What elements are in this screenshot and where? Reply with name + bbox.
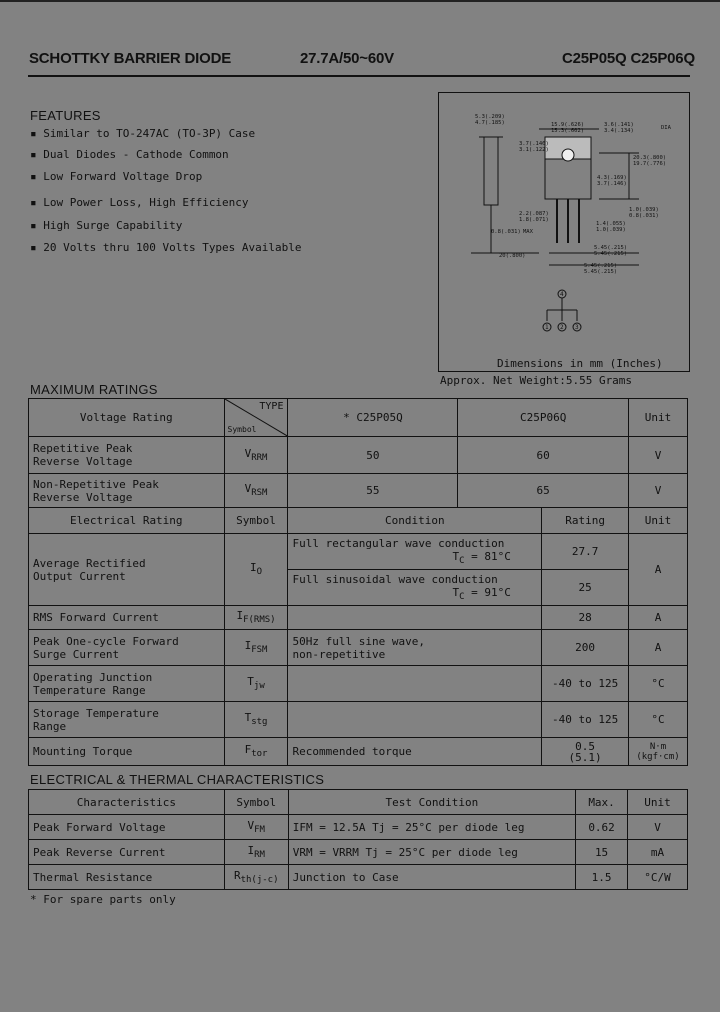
table-row: [29, 606, 688, 630]
condition-cell: VRM = VRRM Tj = 25°C per diode leg: [288, 840, 575, 865]
table-row: [29, 437, 688, 474]
type-label: TYPE: [259, 401, 284, 412]
unit-cell: V: [629, 474, 688, 508]
header-cell: Condition: [288, 508, 542, 534]
dim-label: 1.4(.055): [596, 221, 626, 227]
dim-label: 2.2(.087): [519, 211, 549, 217]
dim-label: 4.7(.185): [475, 120, 505, 126]
header-cell: Rating: [542, 508, 629, 534]
param-symbol: $I_{RM}$: [224, 840, 288, 865]
rating-cell: 0.5 (5.1): [542, 738, 629, 766]
table-row: [29, 840, 688, 865]
feature-item: ▪ High Surge Capability: [30, 219, 183, 232]
part-header: * C25P05Q: [288, 399, 458, 437]
part-header: C25P06Q: [458, 399, 629, 437]
dim-label: 3.1(.122): [519, 147, 549, 153]
header-cell: Voltage Rating: [29, 399, 225, 437]
dim-label: 4.3(.169): [597, 175, 627, 181]
unit-cell: V: [629, 437, 688, 474]
unit-cell: N·m (kgf·cm): [629, 738, 688, 766]
condition-cell: Full sinusoidal wave conduction $T_C = 91^\circ C$: [288, 570, 542, 606]
doc-rating: 27.7A/50~60V: [300, 50, 394, 67]
condition-cell: Recommended torque: [288, 738, 542, 766]
rating-cell: -40 to 125: [542, 666, 629, 702]
elec-thermal-heading: ELECTRICAL & THERMAL CHARACTERISTICS: [30, 772, 325, 787]
header-cell: Symbol: [224, 790, 288, 815]
rating-cell: 28: [542, 606, 629, 630]
dim-label: 3.7(.146): [519, 141, 549, 147]
table-row: [29, 702, 688, 738]
param-name: Peak One-cycle Forward Surge Current: [29, 630, 225, 666]
feature-item: ▪ 20 Volts thru 100 Volts Types Available: [30, 241, 302, 254]
dim-label: 20(.800): [499, 253, 526, 259]
header-cell: Characteristics: [29, 790, 225, 815]
doc-part-numbers: C25P05Q C25P06Q: [562, 50, 695, 67]
footnote: * For spare parts only: [30, 893, 176, 906]
param-symbol: $T_{stg}$: [224, 702, 288, 738]
side-view-body: [484, 137, 498, 205]
dim-label: 15.9(.626): [551, 122, 585, 128]
max-ratings-heading: MAXIMUM RATINGS: [30, 382, 158, 397]
header-rule: [28, 75, 690, 77]
net-weight: Approx. Net Weight:5.55 Grams: [440, 374, 633, 387]
package-outline-box: [438, 92, 690, 372]
param-name: Storage Temperature Range: [29, 702, 225, 738]
type-symbol-cell: [224, 399, 288, 437]
unit-cell: °C: [629, 666, 688, 702]
condition-cell: Junction to Case: [288, 865, 575, 890]
max-cell: 15: [576, 840, 628, 865]
condition-cell: IFM = 12.5A Tj = 25°C per diode leg: [288, 815, 575, 840]
unit-cell: °C/W: [628, 865, 688, 890]
symbol-label: Symbol: [227, 425, 257, 434]
value-cell: 50: [288, 437, 458, 474]
param-name: Non-Repetitive Peak Reverse Voltage: [29, 474, 225, 508]
pin-label: 1: [545, 324, 549, 331]
param-name: Repetitive Peak Reverse Voltage: [29, 437, 225, 474]
table-row: [29, 630, 688, 666]
unit-cell: mA: [628, 840, 688, 865]
param-name: Peak Reverse Current: [29, 840, 225, 865]
unit-cell: A: [629, 630, 688, 666]
dim-label: 1.8(.071): [519, 217, 549, 223]
top-rule: [0, 0, 720, 2]
dim-label: 1.0(.039): [596, 227, 626, 233]
rating-cell: 27.7: [542, 534, 629, 570]
param-symbol: $T_{jw}$: [224, 666, 288, 702]
param-name: Operating Junction Temperature Range: [29, 666, 225, 702]
table-row: [29, 865, 688, 890]
dim-label: 5.45(.215): [594, 251, 628, 257]
unit-cell: V: [628, 815, 688, 840]
condition-cell: [288, 666, 542, 702]
param-symbol: $R_{th(j-c)}$: [224, 865, 288, 890]
dim-label: 5.45(.215): [584, 263, 618, 269]
rating-cell: 25: [542, 570, 629, 606]
header-cell: Max.: [576, 790, 628, 815]
dim-label: 5.3(.209): [475, 114, 505, 120]
dim-label: 3.6(.141): [604, 122, 634, 128]
table-row: [29, 534, 688, 570]
header-cell: Unit: [629, 508, 688, 534]
dim-label: 15.3(.602): [551, 128, 585, 134]
param-name: Peak Forward Voltage: [29, 815, 225, 840]
param-symbol: $V_{FM}$: [224, 815, 288, 840]
feature-item: ▪ Dual Diodes - Cathode Common: [30, 148, 229, 161]
table-row: [29, 399, 688, 437]
param-symbol: $V_{RSM}$: [224, 474, 288, 508]
mounting-hole: [562, 149, 574, 161]
dim-label: DIA: [661, 125, 671, 131]
header-cell: Unit: [628, 790, 688, 815]
param-symbol: $I_{FSM}$: [224, 630, 288, 666]
feature-item: ▪ Similar to TO-247AC (TO-3P) Case: [30, 127, 256, 140]
value-cell: 65: [458, 474, 629, 508]
max-ratings-table: [28, 398, 688, 766]
table-row: [29, 738, 688, 766]
package-drawing: [439, 93, 689, 371]
dim-label: 0.8(.031): [629, 213, 659, 219]
pin-label: 4: [560, 291, 564, 298]
header-cell: Test Condition: [288, 790, 575, 815]
dim-label: 5.45(.215): [594, 245, 628, 251]
value-cell: 55: [288, 474, 458, 508]
table-row: [29, 790, 688, 815]
param-name: Average Rectified Output Current: [29, 534, 225, 606]
unit-header: Unit: [629, 399, 688, 437]
dim-label: 5.45(.215): [584, 269, 618, 275]
condition-cell: 50Hz full sine wave, non-repetitive: [288, 630, 542, 666]
dim-label: 3.7(.146): [597, 181, 627, 187]
dim-label: 0.8(.031): [491, 229, 521, 235]
feature-item: ▪ Low Forward Voltage Drop: [30, 170, 203, 183]
dim-label: 3.4(.134): [604, 128, 634, 134]
param-name: Thermal Resistance: [29, 865, 225, 890]
param-symbol: $I_{F(RMS)}$: [224, 606, 288, 630]
param-symbol: $V_{RRM}$: [224, 437, 288, 474]
max-cell: 1.5: [576, 865, 628, 890]
header-cell: Symbol: [224, 508, 288, 534]
unit-cell: °C: [629, 702, 688, 738]
dim-label: 19.7(.776): [633, 161, 667, 167]
param-symbol: $I_O$: [224, 534, 288, 606]
header-cell: Electrical Rating: [29, 508, 225, 534]
features-heading: FEATURES: [30, 108, 101, 123]
dim-label: 1.0(.039): [629, 207, 659, 213]
condition-cell: Full rectangular wave conduction $T_C = 81^\circ C$: [288, 534, 542, 570]
condition-cell: [288, 702, 542, 738]
rating-cell: -40 to 125: [542, 702, 629, 738]
param-name: Mounting Torque: [29, 738, 225, 766]
rating-cell: 200: [542, 630, 629, 666]
value-cell: 60: [458, 437, 629, 474]
table-row: [29, 666, 688, 702]
feature-item: ▪ Low Power Loss, High Efficiency: [30, 196, 249, 209]
dim-label: 20.3(.800): [633, 155, 667, 161]
param-name: RMS Forward Current: [29, 606, 225, 630]
table-row: [29, 474, 688, 508]
unit-cell: A: [629, 534, 688, 606]
unit-cell: A: [629, 606, 688, 630]
condition-cell: [288, 606, 542, 630]
pin-label: 3: [575, 324, 579, 331]
table-row: [29, 815, 688, 840]
table-row: [29, 508, 688, 534]
pin-label: 2: [560, 324, 564, 331]
dim-label: MAX: [523, 229, 533, 235]
elec-thermal-table: [28, 789, 688, 890]
dimensions-note: Dimensions in mm (Inches): [497, 357, 663, 370]
param-symbol: $F_{tor}$: [224, 738, 288, 766]
max-cell: 0.62: [576, 815, 628, 840]
doc-title: SCHOTTKY BARRIER DIODE: [29, 50, 232, 67]
